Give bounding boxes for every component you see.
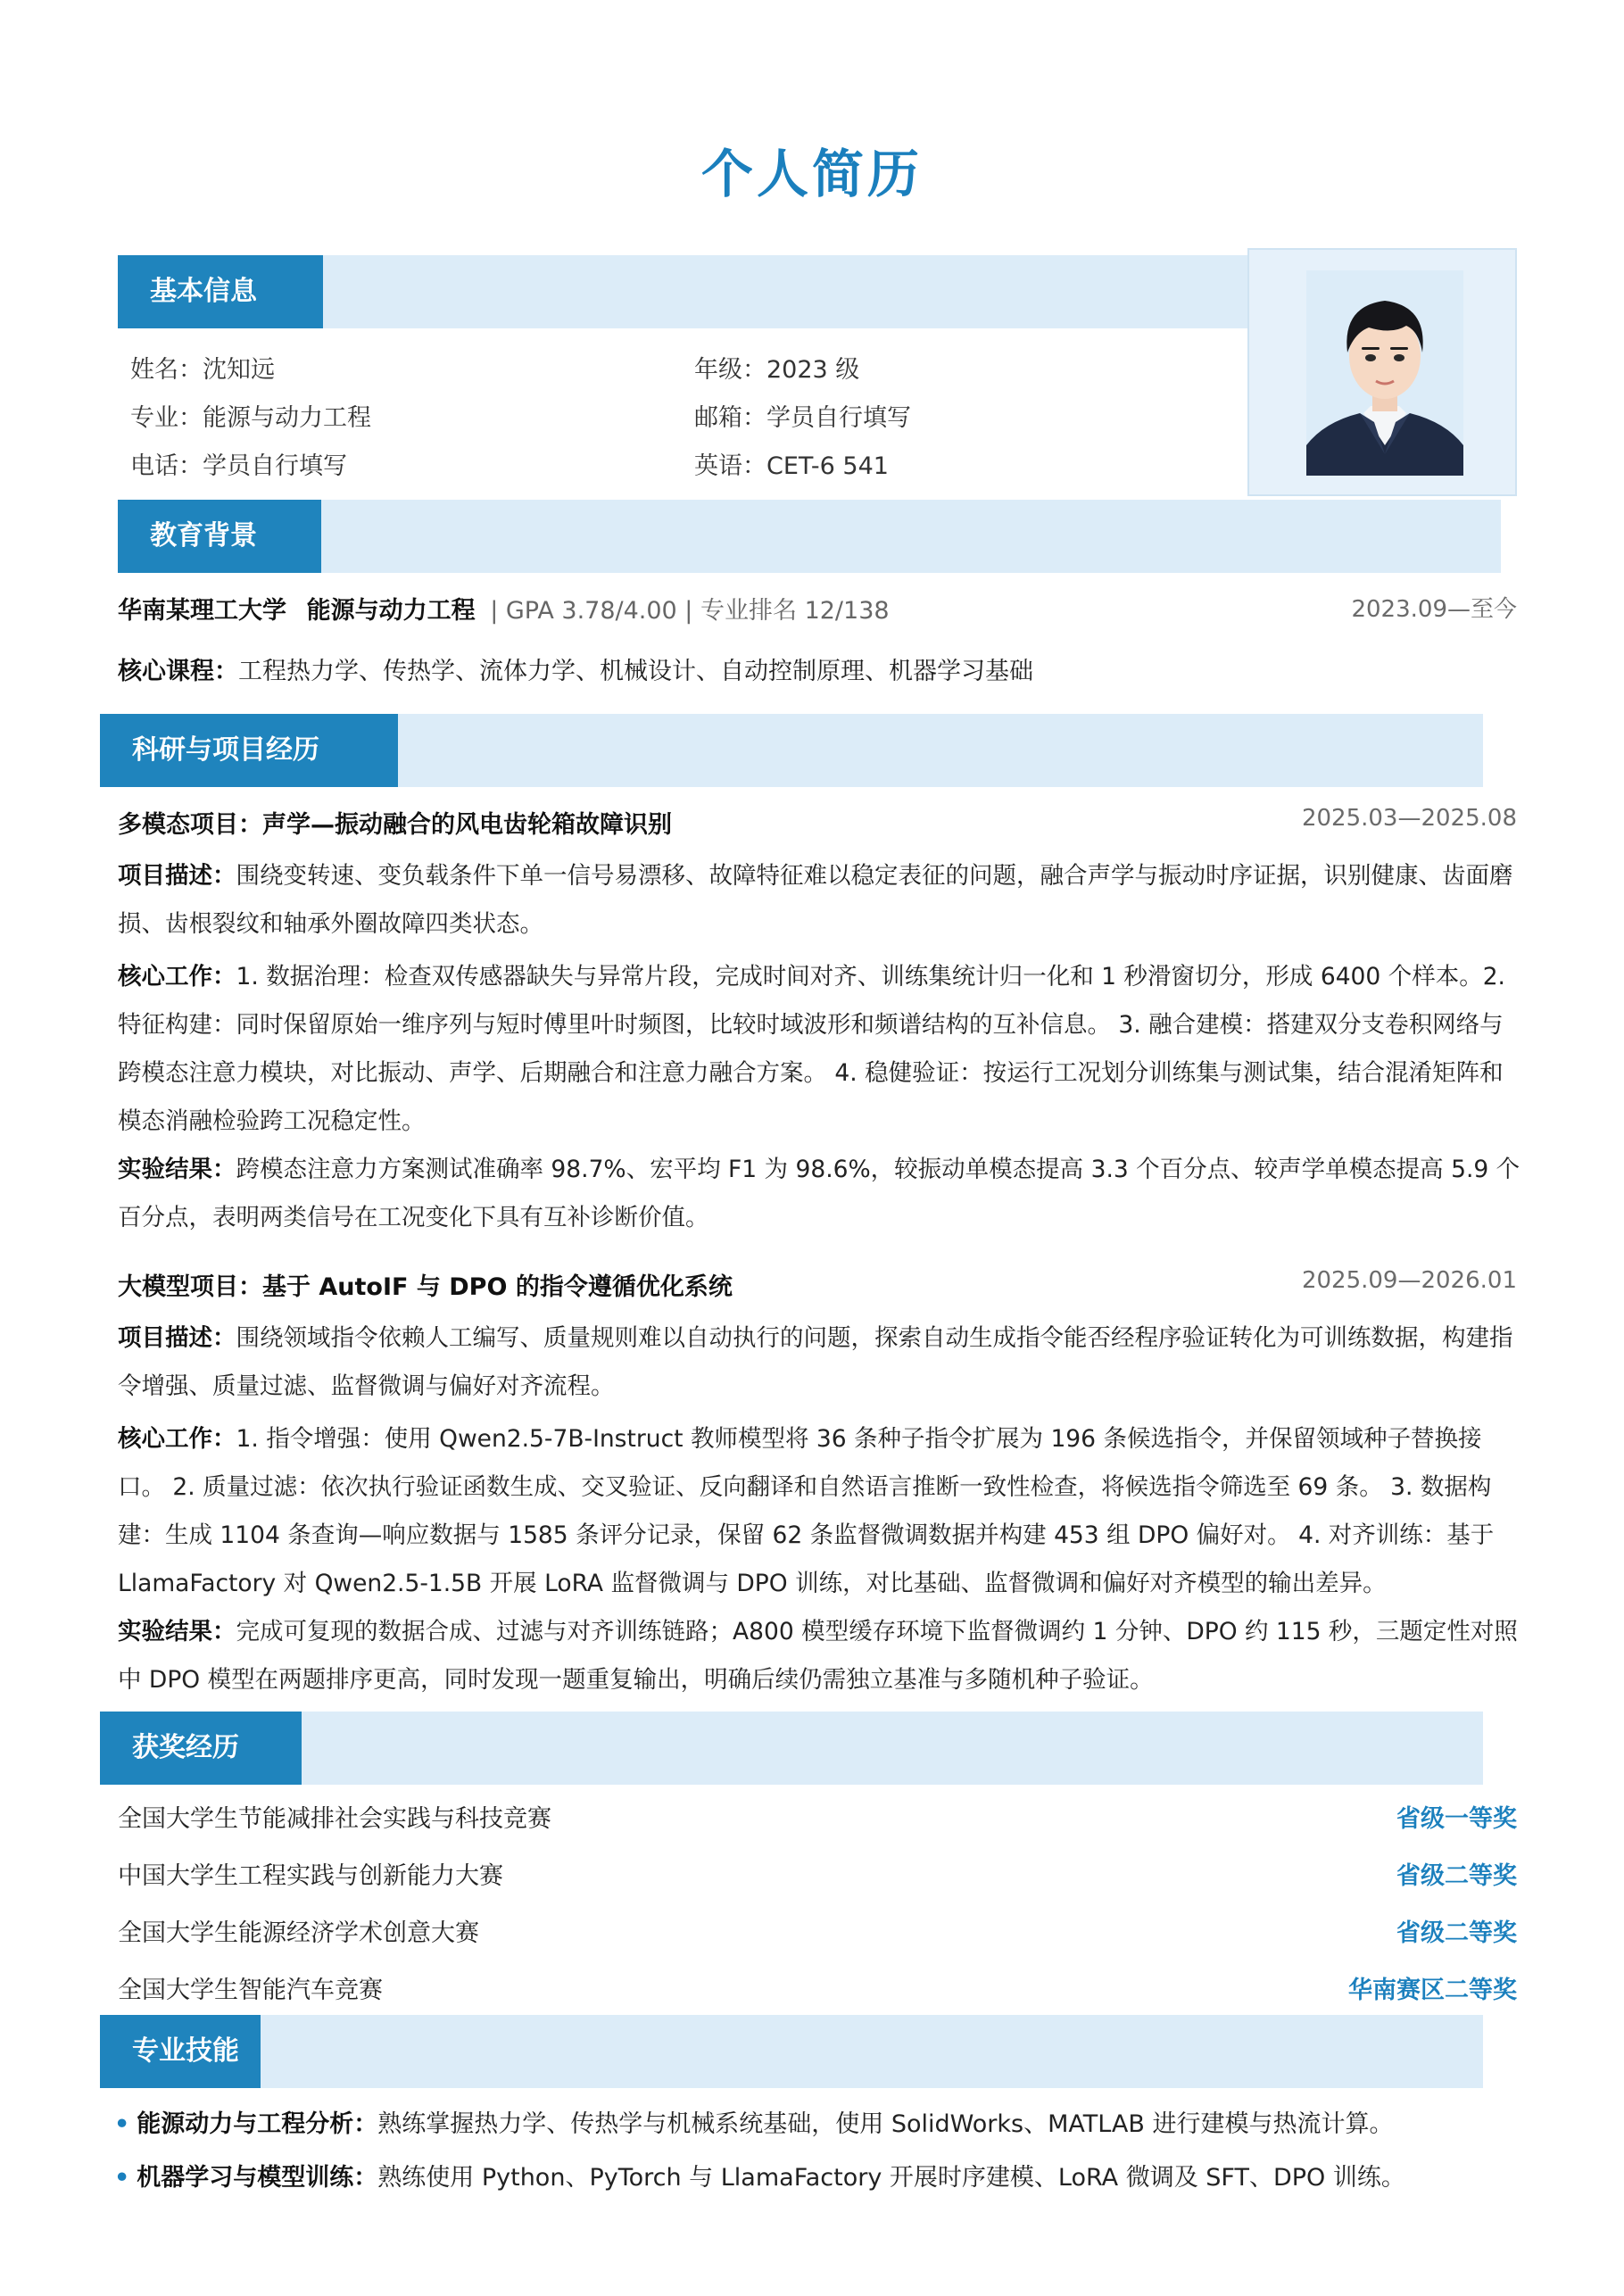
education-school: 华南某理工大学 (118, 597, 286, 625)
project-work-key-1: 核心工作： (118, 963, 236, 991)
info-email: 邮箱：学员自行填写 (694, 404, 911, 432)
award-name-4: 全国大学生智能汽车竞赛 (118, 1977, 383, 2004)
info-phone: 电话：学员自行填写 (130, 452, 347, 480)
project-desc-key-2: 项目描述： (118, 1324, 236, 1352)
info-major: 专业：能源与动力工程 (130, 404, 371, 432)
section-label-education: 教育背景 (118, 500, 321, 573)
project-result-key-2: 实验结果： (118, 1618, 236, 1645)
section-label-basic: 基本信息 (118, 255, 323, 328)
project-result-2 (118, 1608, 1520, 1704)
education-major: 能源与动力工程 (306, 597, 476, 625)
project-result-1 (118, 1146, 1520, 1242)
project-work-1 (118, 953, 1520, 1146)
skill-key-2: 机器学习与模型训练： (137, 2164, 378, 2192)
award-name-1: 全国大学生节能减排社会实践与科技竞赛 (118, 1805, 551, 1833)
project-title-2: 大模型项目：基于 AutoIF 与 DPO 的指令遵循优化系统 (118, 1273, 733, 1301)
page-title: 个人简历 (700, 144, 923, 204)
info-english: 英语：CET-6 541 (694, 452, 889, 480)
education-date: 2023.09—至今 (1351, 596, 1517, 623)
project-work-text-1: 1. 数据治理：检查双传感器缺失与异常片段，完成时间对齐、训练集统计归一化和 1 秒滑窗切分，形成 6400 个样本。2. 特征构建：同时保留原始一维序列与短时傅里叶时频图，比较时域波形和频谱结构的互补信息。 3. 融合建模：搭建双分支卷积网络与跨模态注意力模块，对比振动、声学、后期融合和注意力融合方案。 4. 稳健验证：按运行工况划分训练集与测试集，结合混淆矩阵和模态消融检验跨工况稳定性。 (118, 963, 1505, 1135)
portrait-illustration (1306, 270, 1463, 476)
project-result-text-1: 跨模态注意力方案测试准确率 98.7%、宏平均 F1 为 98.6%，较振动单模态提高 3.3 个百分点、较声学单模态提高 5.9 个百分点，表明两类信号在工况变化下具有互补诊断价值。 (118, 1156, 1520, 1231)
project-result-text-2: 完成可复现的数据合成、过滤与对齐训练链路；A800 模型缓存环境下监督微调约 1 分钟、DPO 约 115 秒，三题定性对照中 DPO 模型在两题排序更高，同时发现一题重复输出，明确后续仍需独立基准与多随机种子验证。 (118, 1618, 1518, 1694)
education-line (118, 591, 890, 626)
award-name-2: 中国大学生工程实践与创新能力大赛 (118, 1862, 503, 1890)
project-date-1: 2025.03—2025.08 (1301, 805, 1517, 832)
portrait-photo (1306, 270, 1463, 476)
project-desc-text-1: 围绕变转速、变负载条件下单一信号易漂移、故障特征难以稳定表征的问题，融合声学与振动时序证据，识别健康、齿面磨损、齿根裂纹和轴承外圈故障四类状态。 (118, 862, 1513, 938)
bullet-dot-icon: • (114, 2164, 130, 2192)
section-label-research: 科研与项目经历 (100, 714, 398, 787)
skill-key-1: 能源动力与工程分析： (137, 2110, 378, 2138)
courses-key: 核心课程： (118, 658, 238, 685)
project-title-1: 多模态项目：声学—振动融合的风电齿轮箱故障识别 (118, 811, 672, 839)
photo-frame (1247, 248, 1517, 496)
courses-text: 工程热力学、传热学、流体力学、机械设计、自动控制原理、机器学习基础 (238, 658, 1033, 685)
section-label-awards: 获奖经历 (100, 1712, 302, 1785)
skill-text-1: 熟练掌握热力学、传热学与机械系统基础，使用 SolidWorks、MATLAB 进行建模与热流计算。 (377, 2110, 1394, 2138)
project-work-text-2: 1. 指令增强：使用 Qwen2.5-7B-Instruct 教师模型将 36 条种子指令扩展为 196 条候选指令，并保留领域种子替换接口。 2. 质量过滤：依次执行验证函数生成、交叉验证、反向翻译和自然语言推断一致性检查，将候选指令筛选至 69 条。 3. 数据构建：生成 1104 条查询—响应数据与 1585 条评分记录，保留 62 条监督微调数据并构建 453 组 DPO 偏好对。 4. 对齐训练：基于 LlamaFactory 对 Qwen2.5-1.5B 开展 LoRA 监督微调与 DPO 训练，对比基础、监督微调和偏好对齐模型的输出差异。 (118, 1425, 1495, 1597)
project-desc-2 (118, 1314, 1520, 1411)
award-level-4: 华南赛区二等奖 (1348, 1977, 1517, 2004)
award-level-1: 省级一等奖 (1396, 1805, 1517, 1833)
skill-text-2: 熟练使用 Python、PyTorch 与 LlamaFactory 开展时序建模、LoRA 微调及 SFT、DPO 训练。 (377, 2164, 1405, 2192)
bullet-dot-icon: • (114, 2110, 130, 2138)
project-date-2: 2025.09—2026.01 (1301, 1267, 1517, 1294)
project-desc-key-1: 项目描述： (118, 862, 236, 890)
project-desc-1 (118, 852, 1520, 949)
award-name-3: 全国大学生能源经济学术创意大赛 (118, 1919, 479, 1947)
skill-item-2 (114, 2158, 1405, 2192)
education-meta: | GPA 3.78/4.00 | 专业排名 12/138 (490, 597, 890, 625)
section-label-skills: 专业技能 (100, 2015, 261, 2088)
project-desc-text-2: 围绕领域指令依赖人工编写、质量规则难以自动执行的问题，探索自动生成指令能否经程序验证转化为可训练数据，构建指令增强、质量过滤、监督微调与偏好对齐流程。 (118, 1324, 1513, 1400)
section-header-awards (100, 1712, 1483, 1785)
project-work-2 (118, 1415, 1520, 1608)
info-grade: 年级：2023 级 (694, 356, 860, 384)
award-level-2: 省级二等奖 (1396, 1862, 1517, 1890)
section-header-education (118, 500, 1501, 573)
info-name: 姓名：沈知远 (130, 356, 275, 384)
award-level-3: 省级二等奖 (1396, 1919, 1517, 1947)
skill-item-1 (114, 2104, 1393, 2139)
section-header-basic (118, 255, 1296, 328)
section-header-research (100, 714, 1483, 787)
section-header-skills (100, 2015, 1483, 2088)
project-work-key-2: 核心工作： (118, 1425, 236, 1453)
project-result-key-1: 实验结果： (118, 1156, 236, 1183)
education-courses (118, 651, 1033, 686)
